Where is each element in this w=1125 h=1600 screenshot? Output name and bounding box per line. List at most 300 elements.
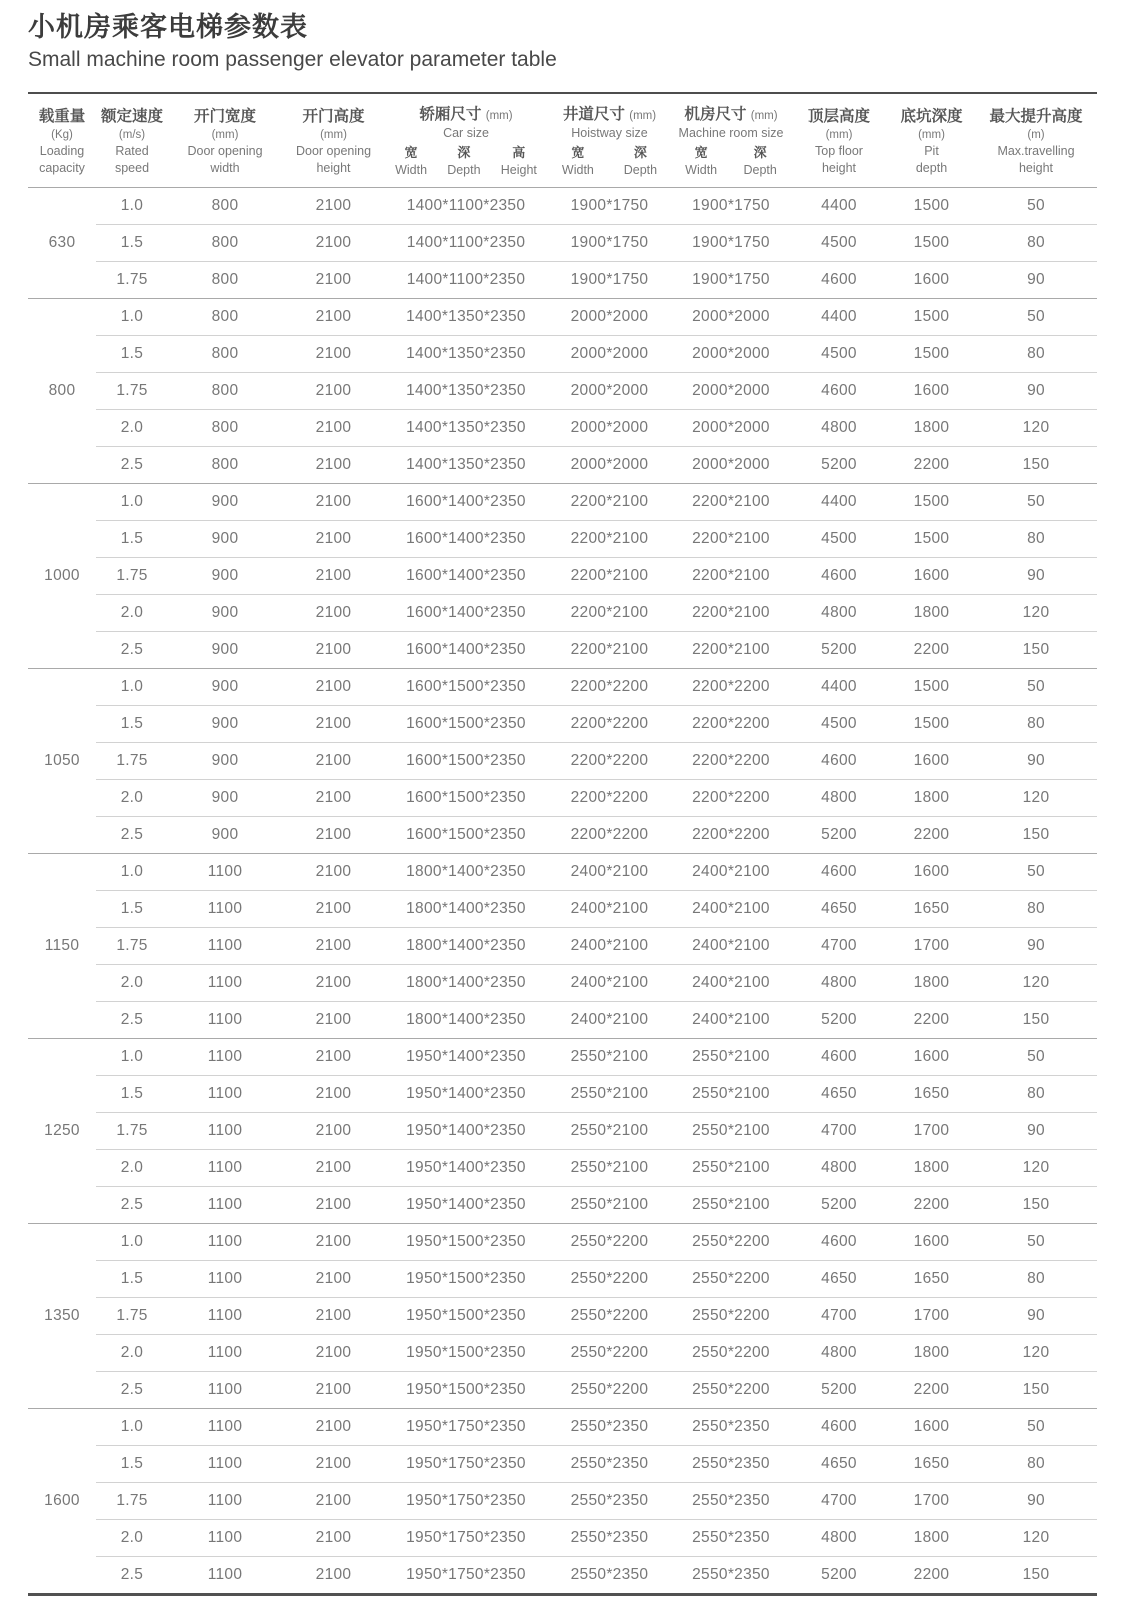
pit-depth-cell: 1600	[888, 1409, 975, 1446]
pit-depth-cell: 2200	[888, 1187, 975, 1224]
machine-room-size-cell: 2000*2000	[672, 410, 790, 447]
machine-room-size-cell: 2400*2100	[672, 891, 790, 928]
table-row	[28, 373, 1097, 410]
machine-room-size-cell: 2550*2350	[672, 1446, 790, 1483]
door-width-cell: 1100	[168, 1557, 282, 1595]
car-size-cell: 1950*1750*2350	[385, 1520, 547, 1557]
hoistway-size-cell: 2200*2100	[547, 632, 672, 669]
col-unit: (mm)	[211, 128, 239, 141]
col-sub-labels	[547, 145, 672, 178]
max-travel-height-cell: 50	[975, 1409, 1097, 1446]
car-size-cell: 1600*1400*2350	[385, 521, 547, 558]
door-height-cell: 2100	[282, 1372, 385, 1409]
top-floor-height-cell: 4400	[790, 188, 888, 225]
car-size-cell: 1800*1400*2350	[385, 965, 547, 1002]
top-floor-height-cell: 4600	[790, 262, 888, 299]
door-height-cell: 2100	[282, 1298, 385, 1335]
col-sub-label	[562, 145, 594, 178]
speed-cell: 1.0	[96, 1409, 168, 1446]
door-width-cell: 1100	[168, 928, 282, 965]
top-floor-height-cell: 4500	[790, 336, 888, 373]
machine-room-size-cell: 2550*2100	[672, 1076, 790, 1113]
speed-cell: 1.5	[96, 336, 168, 373]
table-row	[28, 1446, 1097, 1483]
door-height-cell: 2100	[282, 188, 385, 225]
machine-room-size-cell: 2200*2100	[672, 521, 790, 558]
table-row	[28, 928, 1097, 965]
machine-room-size-cell: 2200*2200	[672, 706, 790, 743]
max-travel-height-cell: 80	[975, 1446, 1097, 1483]
table-row	[28, 743, 1097, 780]
pit-depth-cell: 1500	[888, 521, 975, 558]
table-row	[28, 225, 1097, 262]
max-travel-height-cell: 80	[975, 521, 1097, 558]
machine-room-size-cell: 2550*2100	[672, 1150, 790, 1187]
car-size-cell: 1600*1500*2350	[385, 669, 547, 706]
door-height-cell: 2100	[282, 669, 385, 706]
pit-depth-cell: 1700	[888, 1483, 975, 1520]
col-sub-label	[743, 145, 776, 178]
door-width-cell: 900	[168, 558, 282, 595]
hoistway-size-cell: 2400*2100	[547, 965, 672, 1002]
table-row	[28, 1150, 1097, 1187]
col-header-capacity	[28, 93, 96, 188]
col-label-en: height	[821, 160, 857, 175]
door-width-cell: 1100	[168, 1039, 282, 1076]
speed-cell: 2.0	[96, 595, 168, 632]
table-row	[28, 669, 1097, 706]
machine-room-size-cell: 2550*2200	[672, 1372, 790, 1409]
door-height-cell: 2100	[282, 595, 385, 632]
speed-cell: 1.75	[96, 743, 168, 780]
top-floor-height-cell: 4800	[790, 780, 888, 817]
top-floor-height-cell: 5200	[790, 1372, 888, 1409]
car-size-cell: 1950*1500*2350	[385, 1372, 547, 1409]
speed-cell: 1.5	[96, 1261, 168, 1298]
speed-cell: 1.5	[96, 891, 168, 928]
door-height-cell: 2100	[282, 854, 385, 891]
car-size-cell: 1600*1500*2350	[385, 780, 547, 817]
capacity-cell: 1600	[28, 1409, 96, 1595]
max-travel-height-cell: 80	[975, 1076, 1097, 1113]
car-size-cell: 1950*1750*2350	[385, 1409, 547, 1446]
speed-cell: 1.75	[96, 262, 168, 299]
hoistway-size-cell: 2000*2000	[547, 373, 672, 410]
door-width-cell: 1100	[168, 1372, 282, 1409]
col-sub-label	[501, 145, 537, 178]
col-header-pit-depth	[888, 93, 975, 188]
speed-cell: 1.5	[96, 706, 168, 743]
col-label-en: height	[1018, 160, 1054, 175]
hoistway-size-cell: 2550*2350	[547, 1409, 672, 1446]
max-travel-height-cell: 50	[975, 669, 1097, 706]
col-header-speed	[96, 93, 168, 188]
hoistway-size-cell: 2200*2100	[547, 558, 672, 595]
speed-cell: 2.0	[96, 965, 168, 1002]
max-travel-height-cell: 90	[975, 743, 1097, 780]
pit-depth-cell: 1600	[888, 743, 975, 780]
col-label-zh: 顶层高度	[807, 107, 870, 125]
max-travel-height-cell: 50	[975, 484, 1097, 521]
door-height-cell: 2100	[282, 965, 385, 1002]
speed-cell: 2.5	[96, 817, 168, 854]
door-width-cell: 1100	[168, 1520, 282, 1557]
car-size-cell: 1400*1350*2350	[385, 336, 547, 373]
table-row	[28, 1520, 1097, 1557]
hoistway-size-cell: 2200*2100	[547, 484, 672, 521]
col-label-zh: 载重量	[38, 107, 86, 125]
max-travel-height-cell: 120	[975, 595, 1097, 632]
door-height-cell: 2100	[282, 521, 385, 558]
col-unit: (mm)	[918, 128, 945, 141]
col-label-zh: 底坑深度	[900, 107, 963, 125]
hoistway-size-cell: 2000*2000	[547, 299, 672, 336]
pit-depth-cell: 1600	[888, 262, 975, 299]
speed-cell: 1.0	[96, 1039, 168, 1076]
pit-depth-cell: 1650	[888, 1446, 975, 1483]
pit-depth-cell: 1800	[888, 780, 975, 817]
machine-room-size-cell: 2550*2200	[672, 1298, 790, 1335]
sub-label-zh: 深	[753, 145, 767, 161]
max-travel-height-cell: 150	[975, 632, 1097, 669]
table-row	[28, 484, 1097, 521]
col-label-en: Max.travelling	[997, 143, 1075, 158]
door-height-cell: 2100	[282, 1520, 385, 1557]
machine-room-size-cell: 2200*2200	[672, 743, 790, 780]
machine-room-size-cell: 2550*2200	[672, 1261, 790, 1298]
max-travel-height-cell: 50	[975, 1039, 1097, 1076]
hoistway-size-cell: 2400*2100	[547, 928, 672, 965]
machine-room-size-cell: 2400*2100	[672, 928, 790, 965]
table-row	[28, 891, 1097, 928]
pit-depth-cell: 2200	[888, 1002, 975, 1039]
pit-depth-cell: 1650	[888, 1076, 975, 1113]
car-size-cell: 1400*1350*2350	[385, 447, 547, 484]
car-size-cell: 1400*1350*2350	[385, 373, 547, 410]
col-label-en: Rated	[115, 143, 149, 158]
pit-depth-cell: 1500	[888, 188, 975, 225]
door-height-cell: 2100	[282, 1409, 385, 1446]
hoistway-size-cell: 2550*2200	[547, 1335, 672, 1372]
machine-room-size-cell: 2550*2100	[672, 1187, 790, 1224]
top-floor-height-cell: 4700	[790, 928, 888, 965]
car-size-cell: 1950*1400*2350	[385, 1113, 547, 1150]
hoistway-size-cell: 2550*2100	[547, 1076, 672, 1113]
hoistway-size-cell: 2550*2200	[547, 1261, 672, 1298]
max-travel-height-cell: 150	[975, 1557, 1097, 1595]
pit-depth-cell: 2200	[888, 817, 975, 854]
car-size-cell: 1800*1400*2350	[385, 1002, 547, 1039]
speed-cell: 1.0	[96, 484, 168, 521]
hoistway-size-cell: 1900*1750	[547, 225, 672, 262]
col-label-en: Door opening	[295, 143, 372, 158]
col-label-zh: 井道尺寸	[562, 106, 625, 124]
table-row	[28, 1409, 1097, 1446]
sub-label-en: Width	[395, 163, 428, 178]
col-label-en: speed	[114, 160, 150, 175]
max-travel-height-cell: 120	[975, 410, 1097, 447]
door-width-cell: 1100	[168, 891, 282, 928]
table-row	[28, 1298, 1097, 1335]
car-size-cell: 1400*1100*2350	[385, 225, 547, 262]
hoistway-size-cell: 2200*2200	[547, 780, 672, 817]
door-width-cell: 900	[168, 743, 282, 780]
machine-room-size-cell: 2200*2100	[672, 558, 790, 595]
col-sub-labels	[672, 145, 790, 178]
speed-cell: 1.75	[96, 373, 168, 410]
car-size-cell: 1950*1400*2350	[385, 1187, 547, 1224]
hoistway-size-cell: 2200*2200	[547, 817, 672, 854]
page-title-zh: 小机房乘客电梯参数表	[28, 12, 308, 42]
pit-depth-cell: 1700	[888, 1298, 975, 1335]
hoistway-size-cell: 2550*2350	[547, 1557, 672, 1595]
pit-depth-cell: 1800	[888, 1335, 975, 1372]
car-size-cell: 1600*1500*2350	[385, 817, 547, 854]
door-width-cell: 1100	[168, 1113, 282, 1150]
door-height-cell: 2100	[282, 1557, 385, 1595]
col-label-zh: 额定速度	[100, 107, 163, 125]
col-sub-label	[395, 145, 427, 178]
sub-label-zh: 宽	[571, 145, 585, 161]
car-size-cell: 1950*1400*2350	[385, 1039, 547, 1076]
max-travel-height-cell: 80	[975, 891, 1097, 928]
max-travel-height-cell: 80	[975, 336, 1097, 373]
pit-depth-cell: 1600	[888, 854, 975, 891]
door-width-cell: 900	[168, 817, 282, 854]
sub-label-zh: 深	[633, 145, 647, 161]
hoistway-size-cell: 2000*2000	[547, 336, 672, 373]
max-travel-height-cell: 120	[975, 1520, 1097, 1557]
door-height-cell: 2100	[282, 1261, 385, 1298]
speed-cell: 1.5	[96, 521, 168, 558]
speed-cell: 2.0	[96, 1520, 168, 1557]
top-floor-height-cell: 4800	[790, 1150, 888, 1187]
pit-depth-cell: 1500	[888, 706, 975, 743]
table-row	[28, 854, 1097, 891]
col-unit: (Kg)	[51, 128, 73, 141]
hoistway-size-cell: 2000*2000	[547, 447, 672, 484]
speed-cell: 1.75	[96, 1298, 168, 1335]
pit-depth-cell: 1650	[888, 1261, 975, 1298]
col-label-en: Machine room size	[678, 126, 784, 141]
speed-cell: 2.5	[96, 632, 168, 669]
pit-depth-cell: 2200	[888, 632, 975, 669]
table-row	[28, 1261, 1097, 1298]
col-label-zh: 开门高度	[302, 107, 365, 125]
speed-cell: 1.75	[96, 928, 168, 965]
door-width-cell: 900	[168, 521, 282, 558]
door-width-cell: 900	[168, 780, 282, 817]
max-travel-height-cell: 90	[975, 558, 1097, 595]
sub-label-en: Width	[561, 163, 594, 178]
hoistway-size-cell: 2550*2100	[547, 1113, 672, 1150]
door-height-cell: 2100	[282, 928, 385, 965]
capacity-cell: 1150	[28, 854, 96, 1039]
max-travel-height-cell: 90	[975, 262, 1097, 299]
hoistway-size-cell: 1900*1750	[547, 262, 672, 299]
door-width-cell: 800	[168, 336, 282, 373]
table-row	[28, 447, 1097, 484]
machine-room-size-cell: 2000*2000	[672, 336, 790, 373]
top-floor-height-cell: 4400	[790, 299, 888, 336]
car-size-cell: 1800*1400*2350	[385, 928, 547, 965]
pit-depth-cell: 1650	[888, 891, 975, 928]
speed-cell: 2.5	[96, 1372, 168, 1409]
table-row	[28, 1224, 1097, 1261]
top-floor-height-cell: 4600	[790, 1039, 888, 1076]
table-row	[28, 1483, 1097, 1520]
hoistway-size-cell: 2550*2200	[547, 1224, 672, 1261]
speed-cell: 1.5	[96, 225, 168, 262]
hoistway-size-cell: 2000*2000	[547, 410, 672, 447]
col-label-en: width	[210, 160, 240, 175]
door-width-cell: 1100	[168, 1409, 282, 1446]
door-width-cell: 800	[168, 410, 282, 447]
door-height-cell: 2100	[282, 780, 385, 817]
pit-depth-cell: 2200	[888, 1372, 975, 1409]
col-unit: (m/s)	[118, 128, 146, 141]
car-size-cell: 1950*1400*2350	[385, 1150, 547, 1187]
machine-room-size-cell: 2200*2200	[672, 780, 790, 817]
capacity-cell: 1000	[28, 484, 96, 669]
table-row	[28, 1335, 1097, 1372]
car-size-cell: 1600*1400*2350	[385, 558, 547, 595]
pit-depth-cell: 1600	[888, 373, 975, 410]
door-width-cell: 1100	[168, 1002, 282, 1039]
max-travel-height-cell: 150	[975, 817, 1097, 854]
col-unit: (mm)	[320, 128, 347, 141]
car-size-cell: 1600*1400*2350	[385, 595, 547, 632]
max-travel-height-cell: 120	[975, 1150, 1097, 1187]
top-floor-height-cell: 4800	[790, 1520, 888, 1557]
door-width-cell: 1100	[168, 965, 282, 1002]
door-height-cell: 2100	[282, 1483, 385, 1520]
capacity-cell: 800	[28, 299, 96, 484]
door-height-cell: 2100	[282, 1335, 385, 1372]
door-width-cell: 1100	[168, 1261, 282, 1298]
col-label-en: capacity	[39, 160, 85, 175]
pit-depth-cell: 2200	[888, 1557, 975, 1595]
max-travel-height-cell: 50	[975, 854, 1097, 891]
top-floor-height-cell: 4650	[790, 1261, 888, 1298]
col-label-zh: 机房尺寸	[684, 106, 747, 124]
door-height-cell: 2100	[282, 706, 385, 743]
top-floor-height-cell: 4700	[790, 1298, 888, 1335]
speed-cell: 2.0	[96, 410, 168, 447]
pit-depth-cell: 1600	[888, 558, 975, 595]
col-label-en: Pit	[924, 143, 939, 158]
top-floor-height-cell: 4800	[790, 595, 888, 632]
speed-cell: 1.0	[96, 854, 168, 891]
hoistway-size-cell: 2550*2100	[547, 1187, 672, 1224]
capacity-cell: 1050	[28, 669, 96, 854]
table-row	[28, 299, 1097, 336]
sub-label-en: Depth	[623, 163, 658, 178]
car-size-cell: 1800*1400*2350	[385, 854, 547, 891]
max-travel-height-cell: 80	[975, 1261, 1097, 1298]
sub-label-zh: 深	[457, 145, 471, 161]
hoistway-size-cell: 2550*2200	[547, 1372, 672, 1409]
col-label-en: Top floor	[815, 143, 863, 158]
pit-depth-cell: 1600	[888, 1039, 975, 1076]
table-row	[28, 188, 1097, 225]
door-width-cell: 800	[168, 188, 282, 225]
col-unit: (m)	[1027, 128, 1045, 141]
machine-room-size-cell: 2000*2000	[672, 299, 790, 336]
pit-depth-cell: 1700	[888, 1113, 975, 1150]
door-height-cell: 2100	[282, 336, 385, 373]
table-row	[28, 1187, 1097, 1224]
top-floor-height-cell: 4800	[790, 965, 888, 1002]
door-width-cell: 800	[168, 373, 282, 410]
top-floor-height-cell: 4600	[790, 743, 888, 780]
max-travel-height-cell: 150	[975, 447, 1097, 484]
max-travel-height-cell: 150	[975, 1372, 1097, 1409]
col-label-en: Car size	[443, 126, 489, 141]
top-floor-height-cell: 4400	[790, 669, 888, 706]
max-travel-height-cell: 80	[975, 706, 1097, 743]
machine-room-size-cell: 2400*2100	[672, 1002, 790, 1039]
pit-depth-cell: 1800	[888, 965, 975, 1002]
top-floor-height-cell: 4800	[790, 410, 888, 447]
max-travel-height-cell: 50	[975, 1224, 1097, 1261]
capacity-cell: 630	[28, 188, 96, 299]
door-height-cell: 2100	[282, 1150, 385, 1187]
pit-depth-cell: 2200	[888, 447, 975, 484]
sub-label-zh: 高	[512, 145, 526, 161]
door-height-cell: 2100	[282, 225, 385, 262]
col-header-door-width	[168, 93, 282, 188]
door-height-cell: 2100	[282, 262, 385, 299]
table-row	[28, 558, 1097, 595]
table-row	[28, 521, 1097, 558]
col-sub-label	[685, 145, 717, 178]
door-width-cell: 900	[168, 484, 282, 521]
sub-label-zh: 宽	[694, 145, 708, 161]
pit-depth-cell: 1500	[888, 299, 975, 336]
machine-room-size-cell: 1900*1750	[672, 262, 790, 299]
col-unit: (mm)	[485, 110, 513, 123]
hoistway-size-cell: 2200*2200	[547, 706, 672, 743]
col-unit: (mm)	[750, 110, 778, 123]
hoistway-size-cell: 2400*2100	[547, 891, 672, 928]
door-height-cell: 2100	[282, 299, 385, 336]
speed-cell: 2.5	[96, 1187, 168, 1224]
car-size-cell: 1950*1750*2350	[385, 1483, 547, 1520]
machine-room-size-cell: 2200*2200	[672, 817, 790, 854]
table-row	[28, 1557, 1097, 1595]
door-width-cell: 800	[168, 225, 282, 262]
pit-depth-cell: 1800	[888, 410, 975, 447]
car-size-cell: 1950*1500*2350	[385, 1335, 547, 1372]
machine-room-size-cell: 2200*2200	[672, 669, 790, 706]
hoistway-size-cell: 2400*2100	[547, 1002, 672, 1039]
max-travel-height-cell: 90	[975, 928, 1097, 965]
car-size-cell: 1950*1750*2350	[385, 1446, 547, 1483]
max-travel-height-cell: 50	[975, 188, 1097, 225]
top-floor-height-cell: 4500	[790, 521, 888, 558]
machine-room-size-cell: 2200*2100	[672, 595, 790, 632]
col-label-en: height	[316, 160, 351, 175]
col-header-max-travel-height	[975, 93, 1097, 188]
top-floor-height-cell: 4500	[790, 225, 888, 262]
speed-cell: 1.0	[96, 188, 168, 225]
hoistway-size-cell: 2200*2100	[547, 521, 672, 558]
col-header-hoistway-size	[547, 93, 672, 188]
max-travel-height-cell: 90	[975, 1483, 1097, 1520]
hoistway-size-cell: 2550*2350	[547, 1483, 672, 1520]
machine-room-size-cell: 1900*1750	[672, 225, 790, 262]
